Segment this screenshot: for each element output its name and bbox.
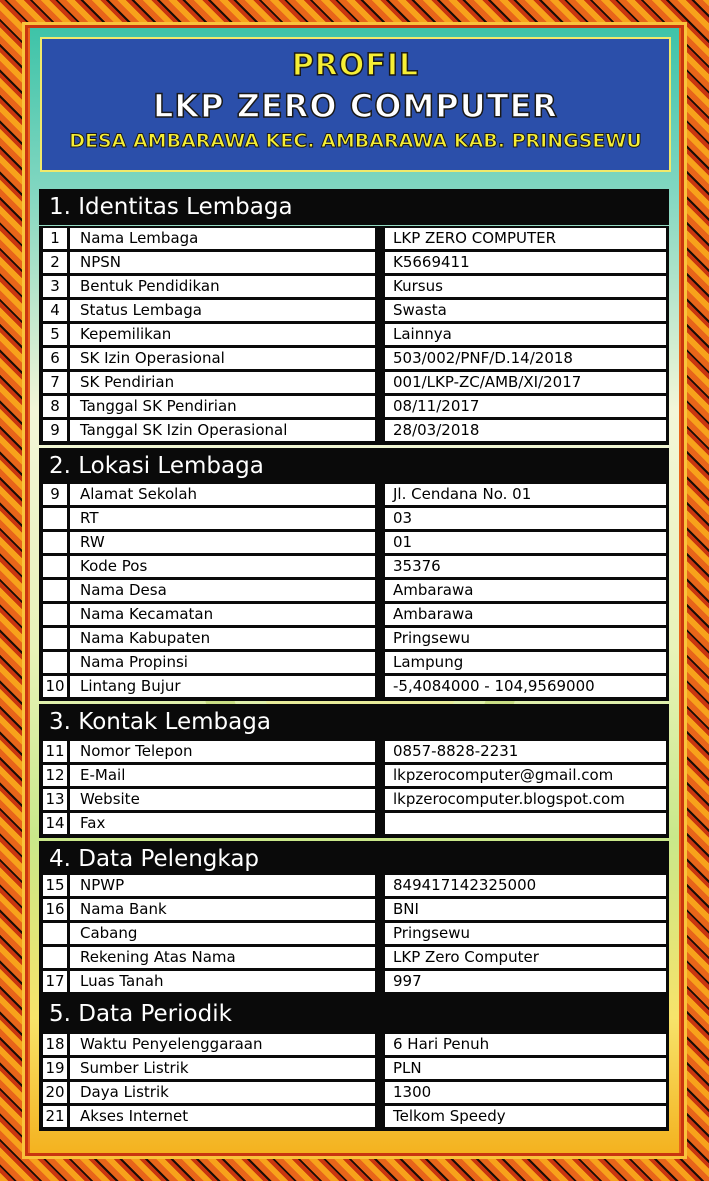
row-value: LKP Zero Computer	[385, 947, 666, 968]
row-value: K5669411	[385, 252, 666, 273]
row-label: Daya Listrik	[70, 1082, 375, 1103]
row-number	[43, 532, 67, 553]
table-row	[39, 1080, 669, 1104]
row-number	[43, 604, 67, 625]
row-value: 001/LKP-ZC/AMB/XI/2017	[385, 372, 666, 393]
row-value: Ambarawa	[385, 604, 666, 625]
row-number: 21	[43, 1106, 67, 1127]
row-label: Tanggal SK Pendirian	[70, 396, 375, 417]
row-value: Ambarawa	[385, 580, 666, 601]
row-value: Pringsewu	[385, 628, 666, 649]
row-value: LKP ZERO COMPUTER	[385, 228, 666, 249]
table-row	[39, 554, 669, 578]
row-number: 7	[43, 372, 67, 393]
row-number: 15	[43, 875, 67, 896]
table-row	[39, 739, 669, 763]
row-label: Nama Bank	[70, 899, 375, 920]
row-number: 12	[43, 765, 67, 786]
row-label: Status Lembaga	[70, 300, 375, 321]
header-title: PROFIL	[291, 48, 420, 83]
table-row	[39, 873, 669, 897]
table-row	[39, 1104, 669, 1128]
table-row	[39, 945, 669, 969]
row-number: 11	[43, 741, 67, 762]
row-label: Nama Propinsi	[70, 652, 375, 673]
table-row	[39, 394, 669, 418]
row-label: Waktu Penyelenggaraan	[70, 1034, 375, 1055]
row-value: 849417142325000	[385, 875, 666, 896]
row-label: Nama Lembaga	[70, 228, 375, 249]
row-value: Lampung	[385, 652, 666, 673]
section-title: 2. Lokasi Lembaga	[39, 448, 669, 484]
row-number: 9	[43, 420, 67, 441]
row-value: Pringsewu	[385, 923, 666, 944]
row-value: lkpzerocomputer.blogspot.com	[385, 789, 666, 810]
row-number: 3	[43, 276, 67, 297]
row-value: 6 Hari Penuh	[385, 1034, 666, 1055]
row-label: SK Izin Operasional	[70, 348, 375, 369]
table-bottom-border	[39, 835, 669, 838]
row-value: -5,4084000 - 104,9569000	[385, 676, 666, 697]
row-number: 4	[43, 300, 67, 321]
row-label: E-Mail	[70, 765, 375, 786]
row-number	[43, 508, 67, 529]
section-title: 1. Identitas Lembaga	[39, 189, 669, 225]
section-title: 5. Data Periodik	[39, 996, 669, 1032]
row-number	[43, 652, 67, 673]
row-value: PLN	[385, 1058, 666, 1079]
table-row	[39, 250, 669, 274]
row-label: Rekening Atas Nama	[70, 947, 375, 968]
row-label: Website	[70, 789, 375, 810]
row-value: 03	[385, 508, 666, 529]
row-number: 19	[43, 1058, 67, 1079]
row-label: Luas Tanah	[70, 971, 375, 992]
row-number: 20	[43, 1082, 67, 1103]
row-label: Cabang	[70, 923, 375, 944]
row-label: Nama Desa	[70, 580, 375, 601]
row-value: Lainnya	[385, 324, 666, 345]
table-row	[39, 650, 669, 674]
table-row	[39, 1056, 669, 1080]
table-row	[39, 418, 669, 442]
table-row	[39, 298, 669, 322]
row-number: 16	[43, 899, 67, 920]
row-number	[43, 556, 67, 577]
row-number: 5	[43, 324, 67, 345]
row-label: Alamat Sekolah	[70, 484, 375, 505]
row-number: 17	[43, 971, 67, 992]
row-value: 997	[385, 971, 666, 992]
row-number	[43, 923, 67, 944]
table-row	[39, 274, 669, 298]
table-row	[39, 811, 669, 835]
table-row	[39, 226, 669, 250]
row-label: Tanggal SK Izin Operasional	[70, 420, 375, 441]
row-label: Bentuk Pendidikan	[70, 276, 375, 297]
row-label: Akses Internet	[70, 1106, 375, 1127]
row-value	[385, 813, 666, 834]
row-value: 503/002/PNF/D.14/2018	[385, 348, 666, 369]
row-label: NPWP	[70, 875, 375, 896]
table-row	[39, 626, 669, 650]
row-label: Nama Kecamatan	[70, 604, 375, 625]
section-title: 3. Kontak Lembaga	[39, 704, 669, 740]
table-row	[39, 482, 669, 506]
row-number	[43, 947, 67, 968]
row-number: 14	[43, 813, 67, 834]
table-row	[39, 322, 669, 346]
row-number: 8	[43, 396, 67, 417]
institution-name: LKP ZERO COMPUTER	[152, 87, 559, 125]
table-row	[39, 346, 669, 370]
row-number: 9	[43, 484, 67, 505]
table-bottom-border	[39, 442, 669, 445]
row-label: Kepemilikan	[70, 324, 375, 345]
table-row	[39, 530, 669, 554]
row-label: NPSN	[70, 252, 375, 273]
row-value: 1300	[385, 1082, 666, 1103]
row-value: 08/11/2017	[385, 396, 666, 417]
row-label: RT	[70, 508, 375, 529]
row-label: Nama Kabupaten	[70, 628, 375, 649]
row-value: 35376	[385, 556, 666, 577]
table-row	[39, 787, 669, 811]
row-value: BNI	[385, 899, 666, 920]
table-row	[39, 370, 669, 394]
row-number	[43, 580, 67, 601]
table-bottom-border	[39, 698, 669, 701]
row-label: Sumber Listrik	[70, 1058, 375, 1079]
row-value: Swasta	[385, 300, 666, 321]
profile-table	[39, 189, 669, 1133]
row-value: 0857-8828-2231	[385, 741, 666, 762]
table-row	[39, 674, 669, 698]
row-number: 6	[43, 348, 67, 369]
row-label: SK Pendirian	[70, 372, 375, 393]
table-row	[39, 602, 669, 626]
row-label: Lintang Bujur	[70, 676, 375, 697]
row-number: 13	[43, 789, 67, 810]
table-row	[39, 969, 669, 993]
row-value: Kursus	[385, 276, 666, 297]
row-label: Fax	[70, 813, 375, 834]
row-number: 2	[43, 252, 67, 273]
row-value: Jl. Cendana No. 01	[385, 484, 666, 505]
row-number	[43, 628, 67, 649]
table-row	[39, 578, 669, 602]
institution-address: DESA AMBARAWA KEC. AMBARAWA KAB. PRINGSEWU	[69, 130, 642, 152]
table-row	[39, 506, 669, 530]
row-label: Kode Pos	[70, 556, 375, 577]
row-value: lkpzerocomputer@gmail.com	[385, 765, 666, 786]
table-row	[39, 1032, 669, 1056]
row-label: RW	[70, 532, 375, 553]
row-value: 28/03/2018	[385, 420, 666, 441]
table-row	[39, 921, 669, 945]
section-title: 4. Data Pelengkap	[39, 841, 669, 877]
header-banner	[40, 37, 671, 172]
table-row	[39, 897, 669, 921]
row-value: 01	[385, 532, 666, 553]
row-number: 18	[43, 1034, 67, 1055]
row-value: Telkom Speedy	[385, 1106, 666, 1127]
row-label: Nomor Telepon	[70, 741, 375, 762]
row-number: 1	[43, 228, 67, 249]
table-bottom-border	[39, 1128, 669, 1131]
row-number: 10	[43, 676, 67, 697]
table-row	[39, 763, 669, 787]
